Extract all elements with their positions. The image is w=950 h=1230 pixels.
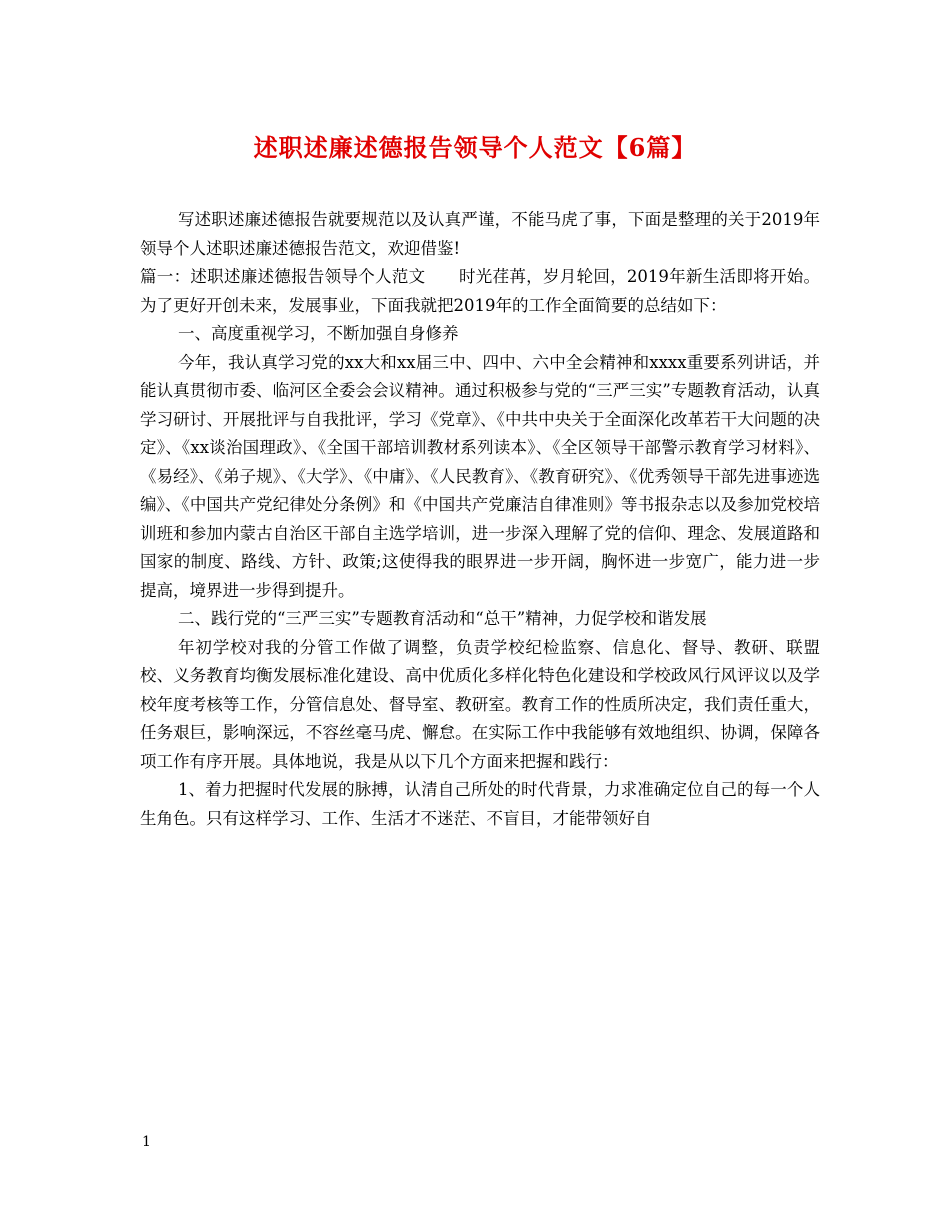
study-paragraph: 今年，我认真学习党的xx大和xx届三中、四中、六中全会精神和xxxx重要系列讲话，并能认真贯彻市委、临河区全委会会议精神。通过积极参与党的“三严三实”专题教育活动，认真学习研讨、开展批评与自我批评，学习《党章》、《中共中央关于全面深化改革若干大问题的决定》、《xx谈治国理政》、《全国干部培训教材系列读本》、《全区领导干部警示教育学习材料》、《易经》、《弟子规》、《大学》、《中庸》、《人民教育》、《教育研究》、《优秀领导干部先进事迹选编》、《中国共产党纪律处分条例》和《中国共产党廉洁自律准则》等书报杂志以及参加党校培训班和参加内蒙古自治区干部自主选学培训，进一步深入理解了党的信仰、理念、发展道路和国家的制度、路线、方针、政策;这使得我的眼界进一步开阔，胸怀进一步宽广，能力进一步提高，境界进一步得到提升。 bbox=[140, 352, 820, 600]
section-heading-two: 二、践行党的“三严三实”专题教育活动和“总干”精神，力促学校和谐发展 bbox=[177, 609, 707, 628]
chapter-one-paragraph: 篇一：述职述廉述德报告领导个人范文 时光荏苒，岁月轮回，2019年新生活即将开始。为了更好开创未来，发展事业，下面我就把2019年的工作全面简要的总结如下： bbox=[140, 267, 820, 315]
work-paragraph: 年初学校对我的分管工作做了调整，负责学校纪检监察、信息化、督导、教研、联盟校、义务教育均衡发展标准化建设、高中优质化多样化特色化建设和学校政风行风评议以及学校年度考核等工作，分管信息处、督导室、教研室。教育工作的性质所决定，我们责任重大，任务艰巨，影响深远，不容丝毫马虎、懈怠。在实际工作中我能够有效地组织、协调，保障各项工作有序开展。具体地说，我是从以下几个方面来把握和践行： bbox=[140, 637, 820, 771]
document-body bbox=[140, 206, 820, 833]
point-one-paragraph: 1、着力把握时代发展的脉搏，认清自己所处的时代背景，力求准确定位自己的每一个人生角色。只有这样学习、工作、生活才不迷茫、不盲目，才能带领好自 bbox=[140, 780, 820, 828]
intro-paragraph: 写述职述廉述德报告就要规范以及认真严谨，不能马虎了事，下面是整理的关于2019年领导个人述职述廉述德报告范文，欢迎借鉴! bbox=[140, 210, 820, 258]
document-title: 述职述廉述德报告领导个人范文【6篇】 bbox=[253, 133, 697, 162]
page-number: 1 bbox=[142, 1134, 151, 1150]
section-heading-one: 一、高度重视学习，不断加强自身修养 bbox=[177, 324, 459, 343]
